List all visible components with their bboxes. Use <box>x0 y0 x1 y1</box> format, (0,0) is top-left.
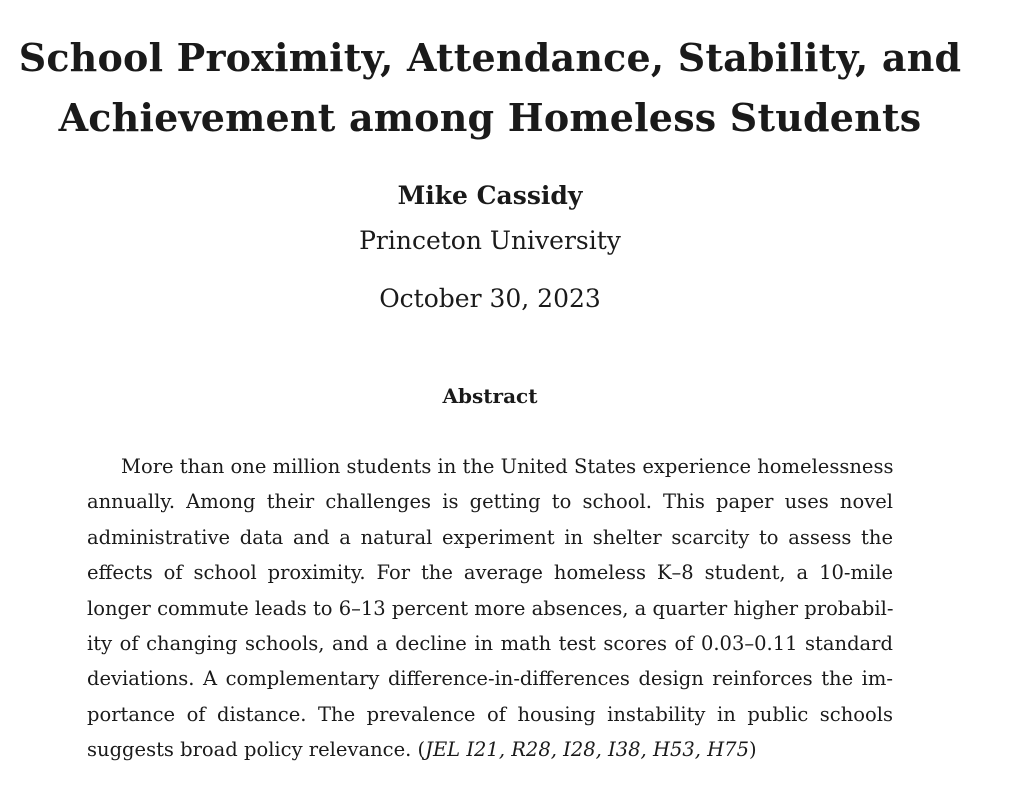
abstract-line: effects of school proximity. For the average homeless K–8 student, a 10-mile <box>87 561 893 585</box>
abstract-line: longer commute leads to 6–13 percent more absences, a quarter higher probabil- <box>87 596 894 620</box>
title-line-1: School Proximity, Attendance, Stability, and <box>18 35 962 80</box>
jel-open-paren: ( <box>417 738 426 762</box>
author-name: Mike Cassidy <box>397 181 583 210</box>
abstract-last-line-text: suggests broad policy relevance. <box>87 738 418 762</box>
jel-close-paren: ) <box>749 738 757 762</box>
jel-codes: JEL I21, R28, I28, I38, H53, H75 <box>425 738 749 762</box>
abstract-line: More than one million students in the United States experience homelessness <box>121 455 894 478</box>
abstract-heading: Abstract <box>442 384 538 408</box>
author-affiliation: Princeton University <box>359 226 621 255</box>
paper-date: October 30, 2023 <box>379 284 601 313</box>
abstract-last-line <box>87 732 893 767</box>
abstract-line: administrative data and a natural experiment in shelter scarcity to assess the <box>87 525 893 549</box>
abstract-line: portance of distance. The prevalence of housing instability in public schools <box>87 702 893 726</box>
paper-title <box>0 28 980 148</box>
abstract-line: deviations. A complementary difference-in-differences design reinforces the im- <box>87 667 893 691</box>
abstract-body <box>87 449 893 768</box>
abstract-line: annually. Among their challenges is getting to school. This paper uses novel <box>87 490 893 514</box>
title-line-2: Achievement among Homeless Students <box>58 95 922 140</box>
abstract-line: ity of changing schools, and a decline in math test scores of 0.03–0.11 standard <box>87 632 893 656</box>
